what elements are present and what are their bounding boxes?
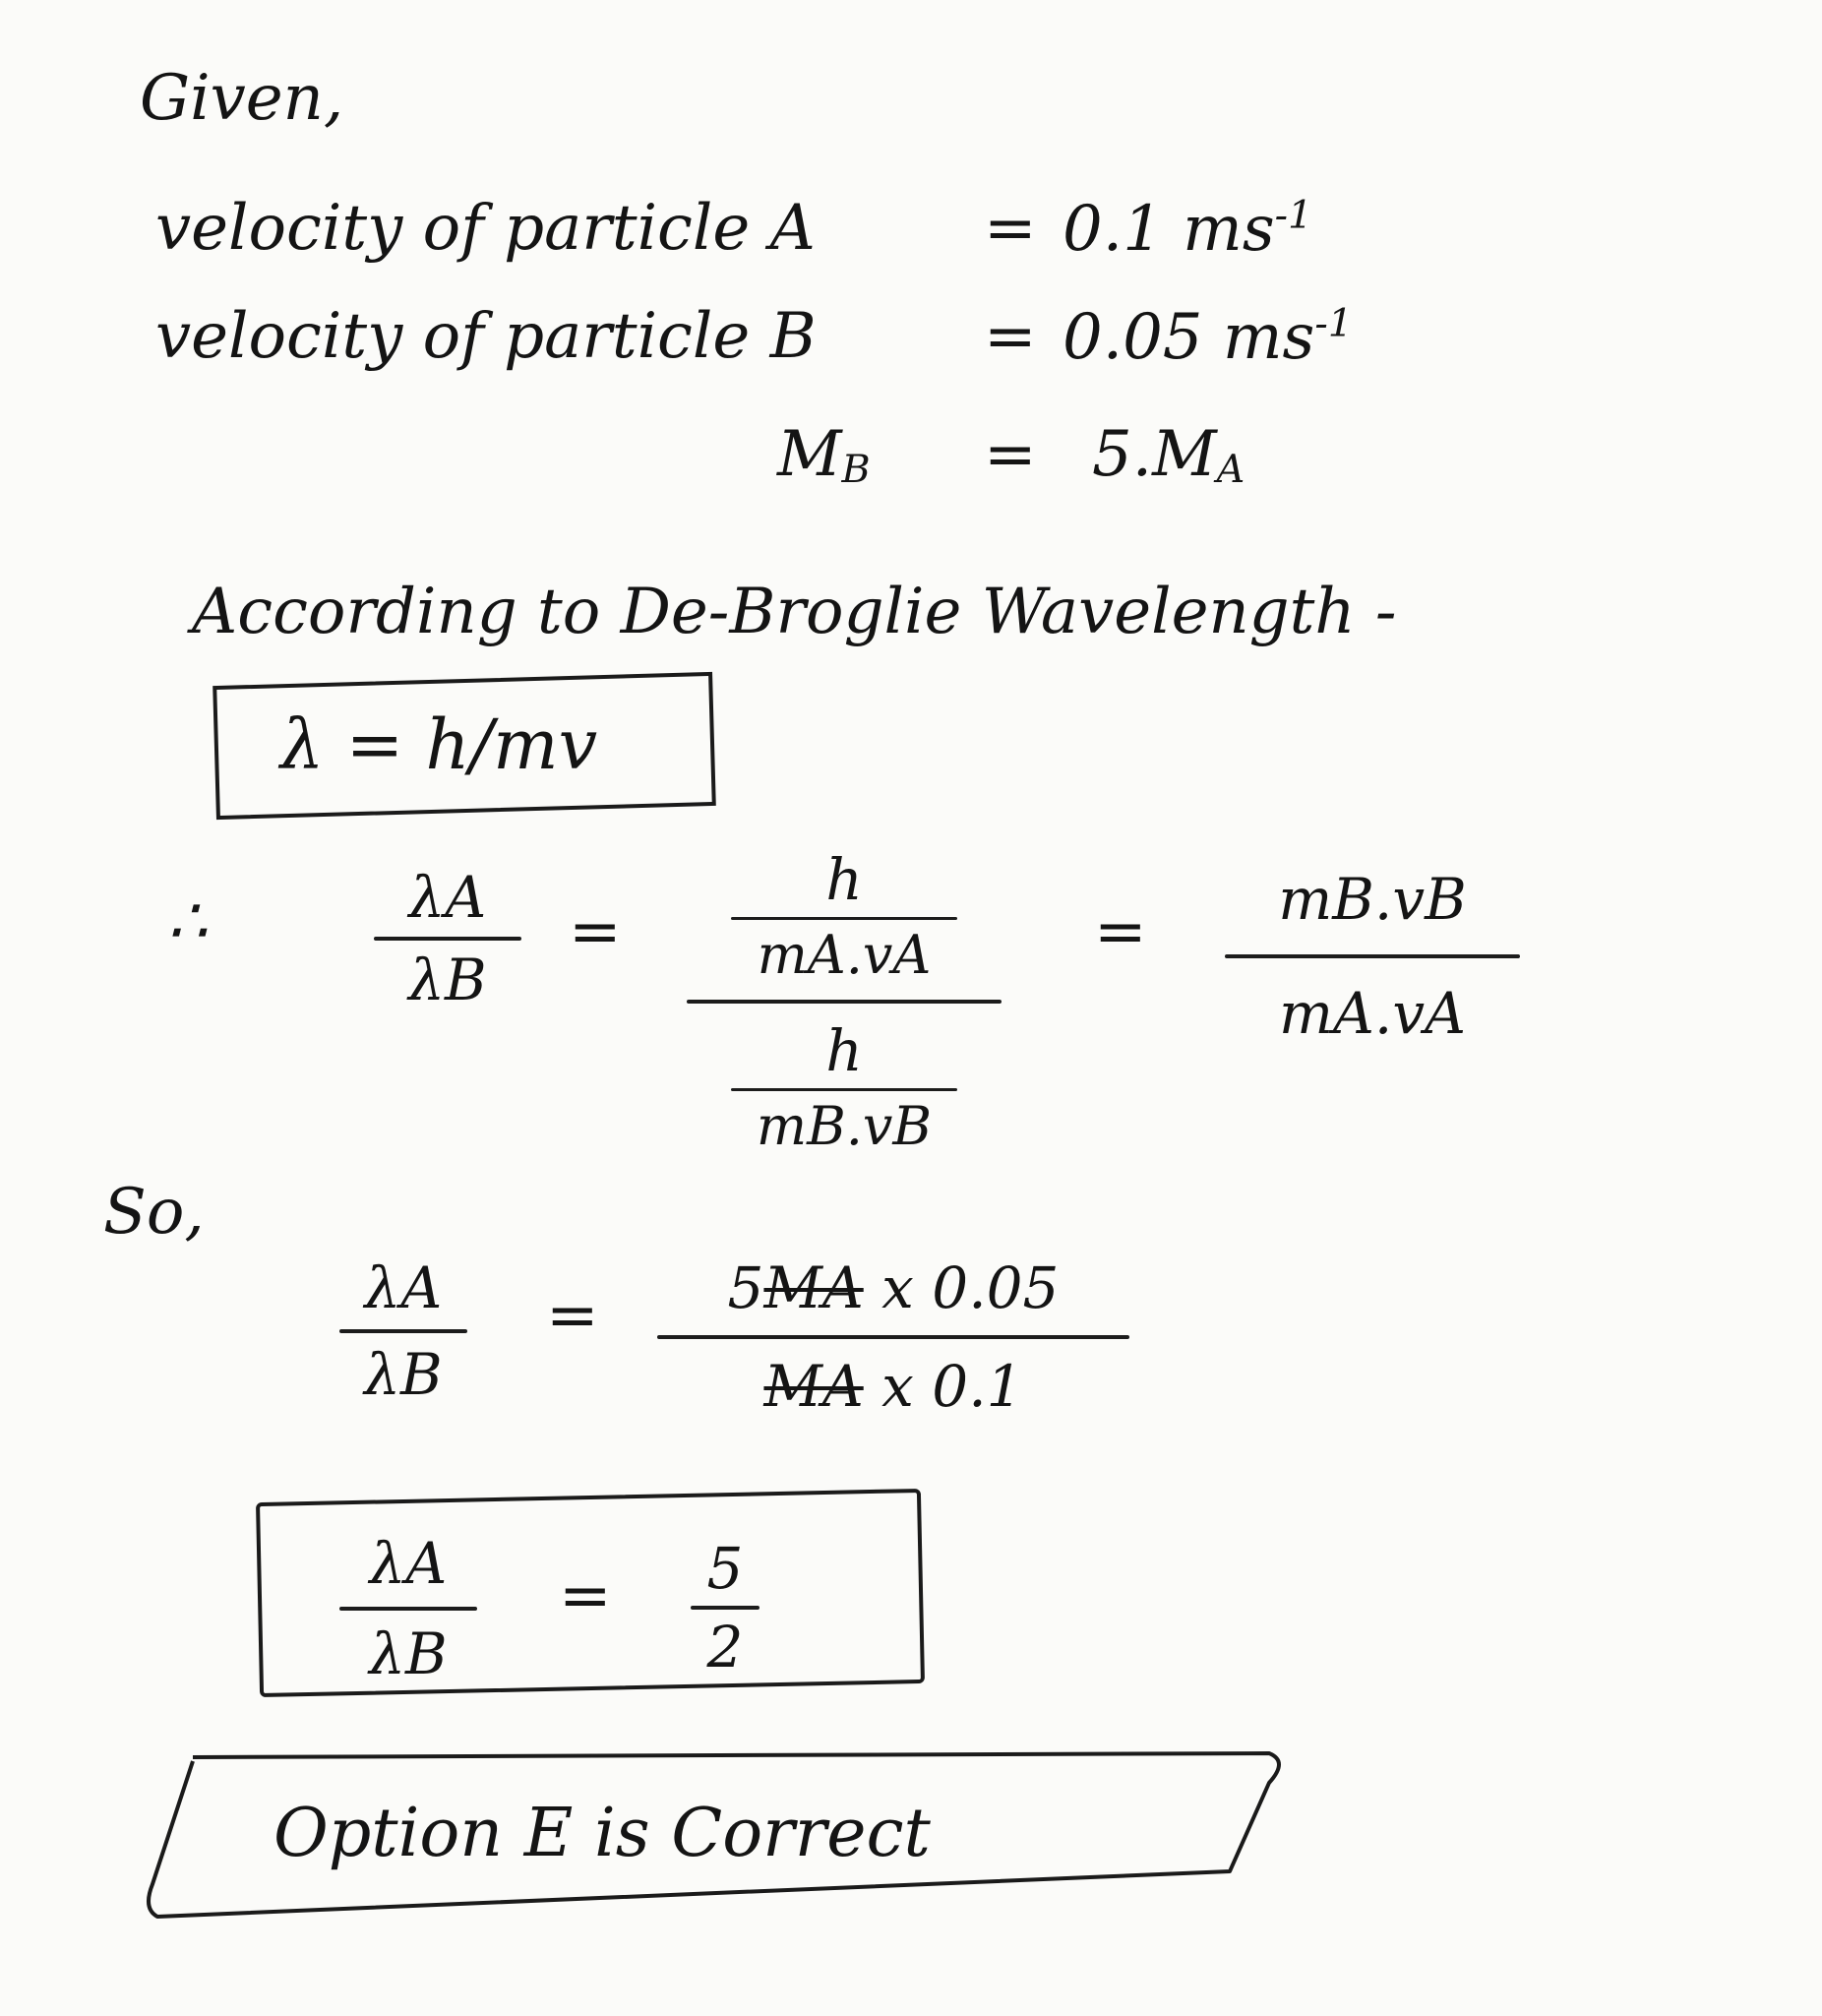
step1-equals-2: = bbox=[1094, 895, 1147, 968]
velocity-b-value: 0.05 $ms^{-1}$ bbox=[1063, 300, 1354, 374]
result-lambda-a: λA bbox=[369, 1530, 448, 1597]
step2-numerator: 5MA x 0.05 bbox=[727, 1254, 1060, 1321]
step1-result-den: mA.vA bbox=[1279, 980, 1466, 1047]
velocity-b-label: velocity of particle B bbox=[155, 300, 817, 373]
step1-result-num: mB.vB bbox=[1278, 866, 1467, 933]
step1-h-top: h bbox=[825, 846, 863, 913]
result-lambda-b: λB bbox=[369, 1620, 448, 1687]
mass-relation-equals: = bbox=[984, 418, 1037, 491]
velocity-a-equals: = bbox=[984, 192, 1037, 265]
velocity-a-label: velocity of particle A bbox=[155, 192, 816, 265]
step1-mb-vb: mB.vB bbox=[756, 1095, 933, 1157]
step2-cancelled-ma-bottom: MA bbox=[763, 1353, 864, 1420]
result-value-num: 5 bbox=[706, 1535, 744, 1602]
step2-cancelled-ma-top: MA bbox=[763, 1254, 864, 1321]
mass-relation-value: 5.MA bbox=[1092, 418, 1245, 493]
velocity-b-equals: = bbox=[984, 300, 1037, 373]
result-equals: = bbox=[559, 1559, 612, 1632]
conclusion-text: Option E is Correct bbox=[273, 1795, 931, 1872]
step1-h-bottom: h bbox=[825, 1017, 863, 1084]
mass-b-symbol: MB bbox=[777, 418, 871, 493]
therefore-symbol: ∴ bbox=[167, 886, 208, 958]
so-label: So, bbox=[103, 1176, 205, 1249]
step1-equals-1: = bbox=[569, 895, 622, 968]
step2-lambda-a: λA bbox=[364, 1254, 443, 1321]
step1-lambda-b: λB bbox=[408, 947, 487, 1013]
formula: λ = h/mv bbox=[280, 704, 598, 785]
step1-lambda-a: λA bbox=[408, 864, 487, 931]
step1-ma-va: mA.vA bbox=[757, 924, 932, 986]
step2-lambda-b: λB bbox=[364, 1341, 443, 1408]
step2-equals: = bbox=[546, 1279, 599, 1352]
de-broglie-heading: According to De-Broglie Wavelength - bbox=[192, 576, 1397, 648]
velocity-a-value: 0.1 $ms^{-1}$ bbox=[1063, 192, 1313, 266]
given-heading: Given, bbox=[140, 62, 344, 135]
result-value-den: 2 bbox=[706, 1614, 744, 1680]
step2-denominator: MA x 0.1 bbox=[763, 1353, 1023, 1420]
